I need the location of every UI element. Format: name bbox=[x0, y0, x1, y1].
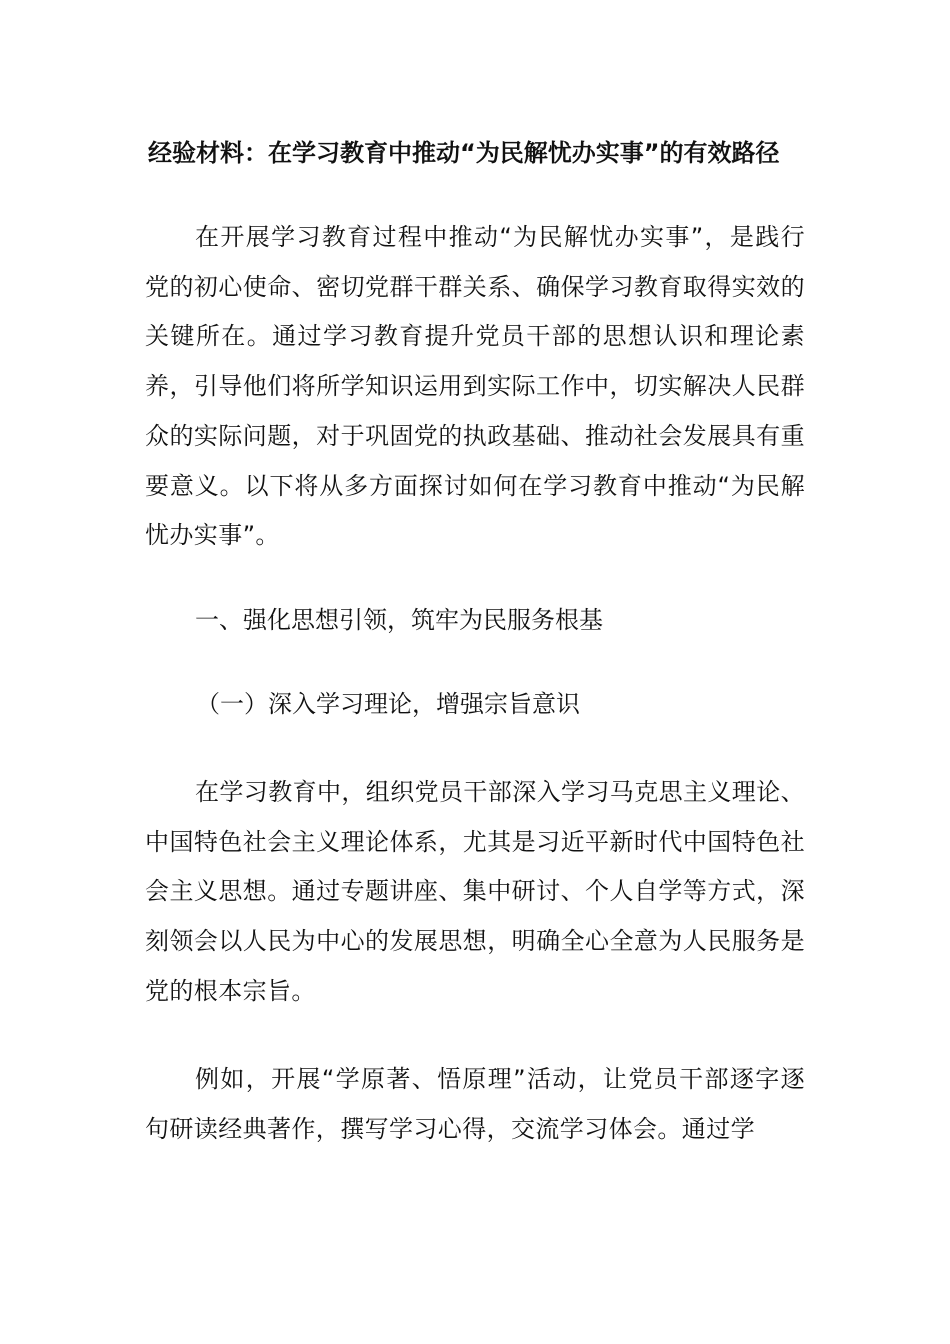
body-paragraph-continued: 例如，开展“学原著、悟原理”活动，让党员干部逐字逐句研读经典著作，撰写学习心得，交流学习体会。通过学 bbox=[145, 1065, 805, 1143]
document-title: 经验材料：在学习教育中推动“为民解忧办实事”的有效路径 bbox=[148, 139, 780, 167]
subsection-heading: （一）深入学习理论，增强宗旨意识 bbox=[196, 690, 580, 718]
intro-paragraph: 在开展学习教育过程中推动“为民解忧办实事”，是践行党的初心使命、密切党群干群关系、确保学习教育取得实效的关键所在。通过学习教育提升党员干部的思想认识和理论素养，引导他们将所学知识运用到实际工作中，切实解决人民群众的实际问题，对于巩固党的执政基础、推动社会发展具有重要意义。以下将从多方面探讨如何在学习教育中推动“为民解忧办实事”。 bbox=[145, 223, 805, 550]
section-heading: 一、强化思想引领，筑牢为民服务根基 bbox=[195, 606, 603, 634]
body-paragraph: 在学习教育中，组织党员干部深入学习马克思主义理论、中国特色社会主义理论体系，尤其是习近平新时代中国特色社会主义思想。通过专题讲座、集中研讨、个人自学等方式，深刻领会以人民为中心的发展思想，明确全心全意为人民服务是党的根本宗旨。 bbox=[145, 778, 805, 1005]
